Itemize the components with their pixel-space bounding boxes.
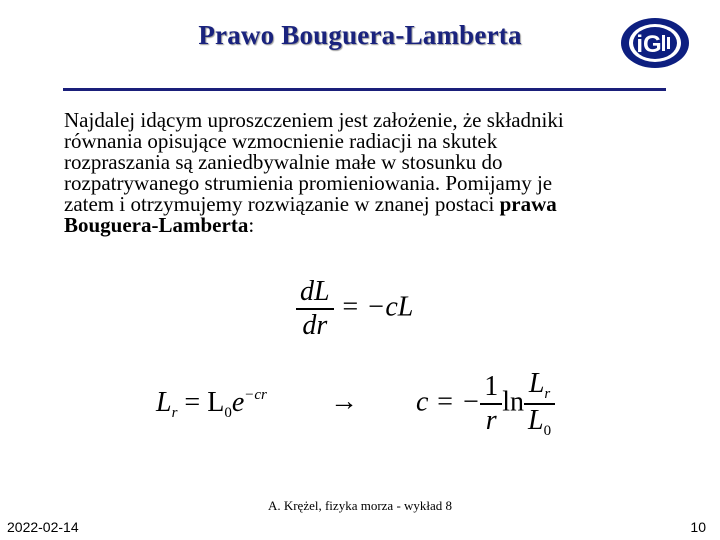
title-divider xyxy=(63,88,666,91)
equation-coefficient: c = − $\frac{1}{r}$ ln $\frac{L_r}{L_0}$ xyxy=(416,368,555,440)
page-number: 10 xyxy=(690,519,706,535)
term-bouguer-lambert: Bouguera-Lamberta xyxy=(64,213,249,237)
term-prawa: prawa xyxy=(499,192,557,216)
arrow-icon: → xyxy=(330,386,358,417)
footer-date: 2022-02-14 xyxy=(7,519,79,535)
slide-title: Prawo Bouguera-Lamberta xyxy=(198,20,522,50)
footer-author: A. Krężel, fizyka morza - wykład 8 xyxy=(267,498,453,513)
paragraph: Najdalej idącym uproszczeniem jest założenie, że składniki równania opisujące wzmocnienie radiacji na skutek rozpraszania są zaniedbywalnie małe w stosunku do rozpatrywanego strumienia promieniowania. Pomijamy je zatem i otrzymujemy rozwiązanie w znanej postaci prawa Bouguera-Lamberta: xyxy=(64,108,564,237)
equation-solution: $L_r = L_0e^{-cr}$ xyxy=(156,387,267,421)
university-logo xyxy=(618,15,692,71)
logo-text: iG xyxy=(636,31,662,58)
equation-differential: $\frac{dL}{dr}$ = −cL xyxy=(296,276,413,342)
